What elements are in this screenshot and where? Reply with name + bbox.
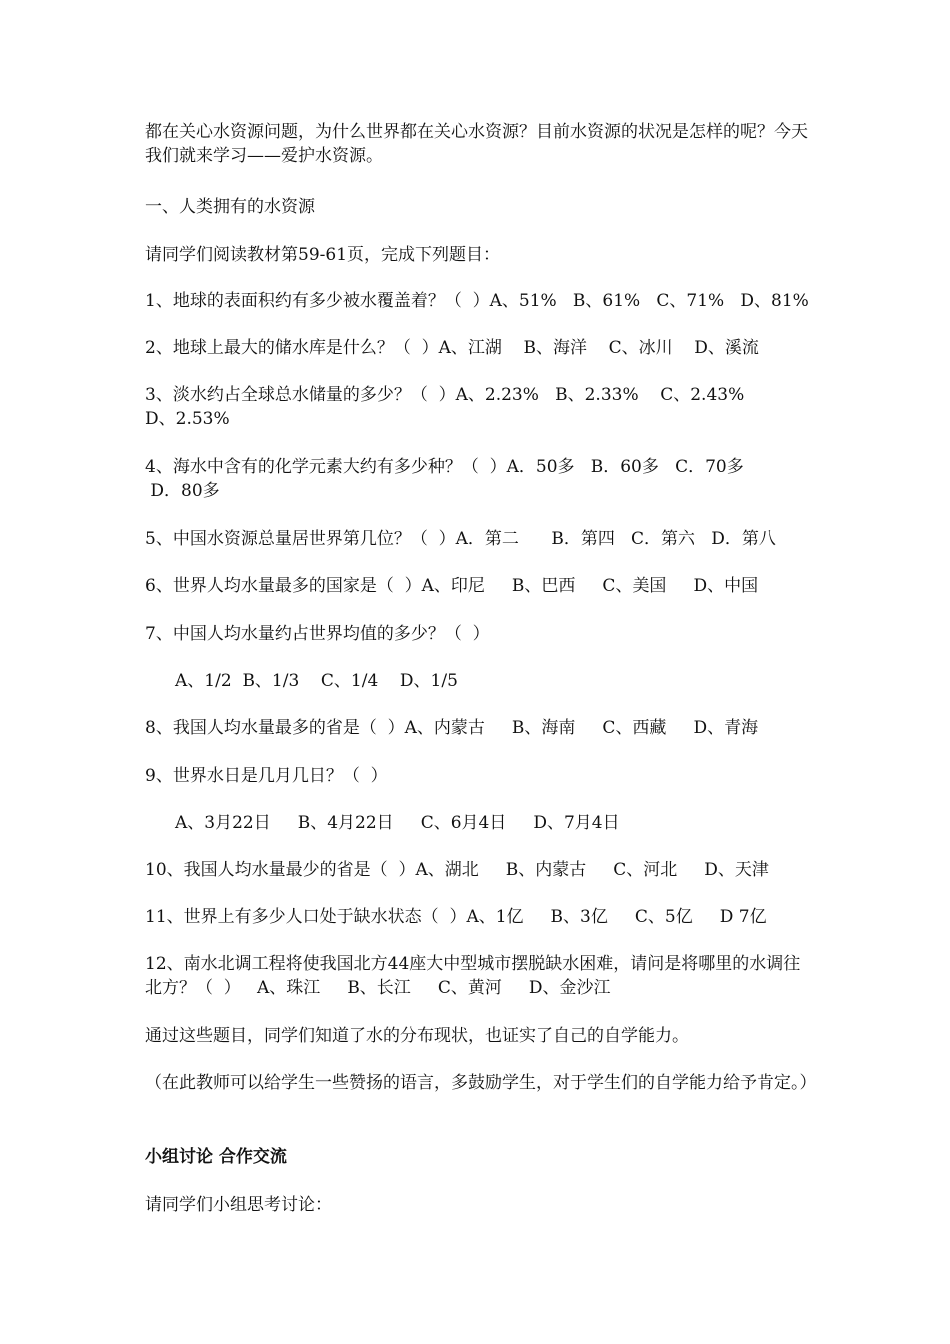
question-7-options: A、1/2 B、1/3 C、1/4 D、1/5 xyxy=(175,671,458,691)
summary-text: 通过这些题目，同学们知道了水的分布现状，也证实了自己的自学能力。 xyxy=(145,1026,689,1046)
question-9-options: A、3月22日 B、4月22日 C、6月4日 D、7月4日 xyxy=(175,813,620,833)
teacher-note: （在此教师可以给学生一些赞扬的语言，多鼓励学生，对于学生们的自学能力给予肯定。） xyxy=(145,1073,817,1093)
question-2: 2、地球上最大的储水库是什么？（ ）A、江湖 B、海洋 C、冰川 D、溪流 xyxy=(145,338,759,358)
question-12: 12、南水北调工程将使我国北方44座大中型城市摆脱缺水困难，请问是将哪里的水调往北方？（ ） A、珠江 B、长江 C、黄河 D、金沙江 xyxy=(145,954,801,998)
intro-paragraph: 都在关心水资源问题，为什么世界都在关心水资源？目前水资源的状况是怎样的呢？今天我们就来学习——爱护水资源。 xyxy=(145,122,808,166)
question-7: 7、中国人均水量约占世界均值的多少？（ ） xyxy=(145,624,490,644)
question-4: 4、海水中含有的化学元素大约有多少种？（ ）A．50多 B．60多 C．70多 D．80多 xyxy=(145,457,744,501)
question-6: 6、世界人均水量最多的国家是（ ）A、印尼 B、巴西 C、美国 D、中国 xyxy=(145,576,759,596)
question-3: 3、淡水约占全球总水储量的多少？（ ）A、2.23% B、2.33% C、2.43% D、2.53% xyxy=(145,385,745,429)
question-9: 9、世界水日是几月几日？（ ） xyxy=(145,766,388,786)
question-10: 10、我国人均水量最少的省是（ ）A、湖北 B、内蒙古 C、河北 D、天津 xyxy=(145,860,769,880)
discussion-heading: 小组讨论 合作交流 xyxy=(145,1147,287,1167)
question-5: 5、中国水资源总量居世界第几位？（ ）A．第二 B．第四 C．第六 D．第八 xyxy=(145,529,776,549)
question-11: 11、世界上有多少人口处于缺水状态（ ）A、1亿 B、3亿 C、5亿 D 7亿 xyxy=(145,907,767,927)
discussion-prompt: 请同学们小组思考讨论： xyxy=(145,1195,332,1215)
question-1: 1、地球的表面积约有多少被水覆盖着？（ ）A、51% B、61% C、71% D、81% xyxy=(145,291,809,311)
question-8: 8、我国人均水量最多的省是（ ）A、内蒙古 B、海南 C、西藏 D、青海 xyxy=(145,718,759,738)
instruction-text: 请同学们阅读教材第59-61页，完成下列题目： xyxy=(145,245,501,265)
section-heading: 一、人类拥有的水资源 xyxy=(145,197,315,217)
